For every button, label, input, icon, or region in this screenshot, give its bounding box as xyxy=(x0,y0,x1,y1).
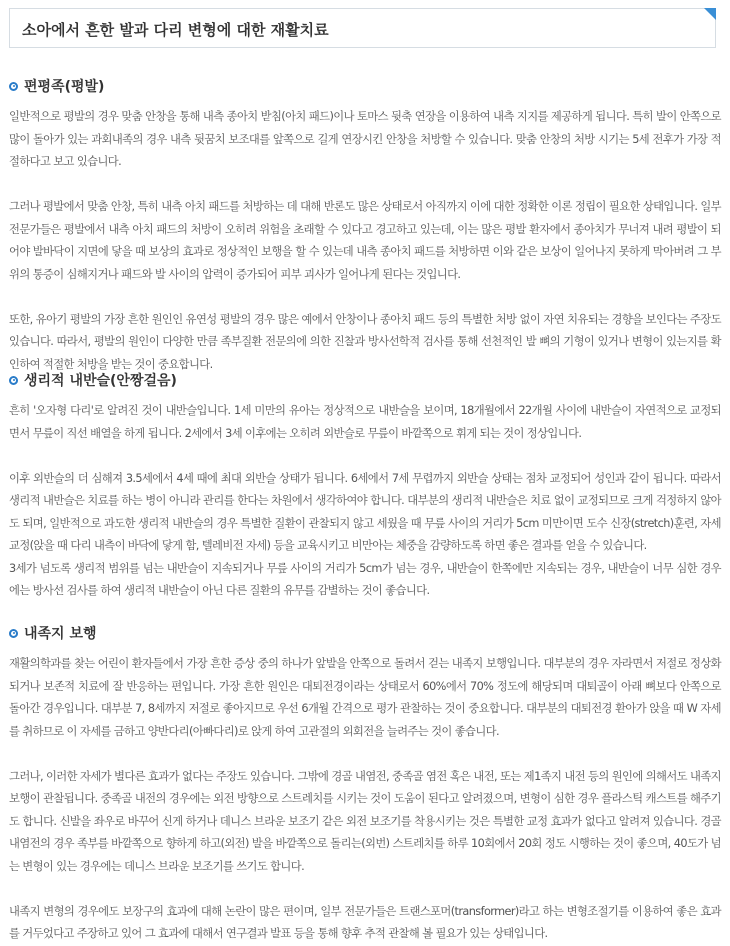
paragraph: 3세가 넘도록 생리적 범위를 넘는 내반슬이 지속되거나 무릎 사이의 거리가 5cm가 넘는 경우, 내반슬이 한쪽에만 지속되는 경우, 내반슬이 너무 심한 경우에는 방사선 검사를 하여 생리적 내반슬이 아닌 다른 질환의 유무를 감별하는 것이 좋습니다. xyxy=(9,561,721,597)
page-title: 소아에서 흔한 발과 다리 변형에 대한 재활치료 xyxy=(22,21,329,39)
section-heading-text: 내족지 보행 xyxy=(24,626,97,642)
section-genu-varum xyxy=(9,370,721,603)
section-heading xyxy=(9,76,721,96)
paragraph: 내족지 변형의 경우에도 보장구의 효과에 대해 논란이 많은 편이며, 일부 전문가들은 트랜스포머(transformer)라고 하는 변형조절기를 이용하여 좋은 효과를 거두었다고 주장하고 있어 그 효과에 대해서 연구결과 발표 등을 통해 향후 추적 관찰해 볼 필요가 있는 상태입니다. xyxy=(9,904,721,940)
paragraph: 그러나, 이러한 자세가 별다른 효과가 없다는 주장도 있습니다. 그밖에 경골 내염전, 중족골 염전 혹은 내전, 또는 제1족지 내전 등의 원인에 의해서도 내족지 보행이 관찰됩니다. 중족골 내전의 경우에는 외전 방향으로 스트레치를 시키는 것이 도움이 된다고 알려졌으며, 변형이 심한 경우 플라스틱 캐스트를 해주기도 합니다. 신발을 좌우로 바꾸어 신게 하거나 데니스 브라운 보조기 같은 외전 보조기를 착용시키는 것은 특별한 교정 효과가 없다고 알려져 있습니다. 경골 내염전의 경우 족부를 바깥쪽으로 향하게 하고(외전) 발을 바깥쪽으로 돌리는(외번) 스트레치를 하루 10회에서 20회 정도 시행하는 것이 좋으며, 40도가 넘는 변형이 있는 경우에는 데니스 브라운 보조기를 쓰기도 합니다. xyxy=(9,769,721,873)
section-heading xyxy=(9,623,721,643)
section-heading xyxy=(9,370,721,390)
circle-bullet-icon xyxy=(9,376,18,385)
section-heading-text: 생리적 내반슬(안짱걸음) xyxy=(24,373,177,389)
paragraph: 흔히 '오자형 다리'로 알려진 것이 내반슬입니다. 1세 미만의 유아는 정상적으로 내반슬을 보이며, 18개월에서 22개월 사이에 내반슬이 자연적으로 교정되면서 무릎이 직선 배열을 하게 됩니다. 2세에서 3세 이후에는 오히려 외반슬로 무릎이 바깥쪽으로 휘게 되는 것이 정상입니다. xyxy=(9,404,721,440)
section-flatfoot xyxy=(9,76,721,376)
circle-bullet-icon xyxy=(9,82,18,91)
circle-bullet-icon xyxy=(9,629,18,638)
paragraph: 그러나 평발에서 맞춤 안창, 특히 내측 아치 패드를 처방하는 데 대해 반론도 많은 상태로서 아직까지 이에 대한 정확한 이론 정립이 필요한 상태입니다. 일부 전문가들은 평발에서 내측 아치 패드의 처방이 오히려 위험을 초래할 수 있다고 경고하고 있는데, 이는 많은 평발 환자에서 종아치가 무너져 내려 평발이 되어야 발바닥이 지면에 닿을 때 보상의 효과로 정상적인 보행을 할 수 있는데 내측 종아치 패드를 처방하면 이와 같은 보상이 일어나지 못하게 막아버려 그 부위의 통증이 심해지거나 패드와 발 사이의 압력이 증가되어 피부 괴사가 일어나게 된다는 것입니다. xyxy=(9,200,721,281)
paragraph: 일반적으로 평발의 경우 맞춤 안창을 통해 내측 종아치 받침(아치 패드)이나 토마스 뒷축 연장을 이용하여 내측 지지를 제공하게 됩니다. 특히 발이 안쪽으로 많이 돌아가 있는 과회내족의 경우 내측 뒷꿈치 보조대를 앞쪽으로 길게 연장시킨 안창을 처방할 수 있습니다. 맞춤 안창의 처방 시기는 5세 전후가 가장 적절하다고 보고 있습니다. xyxy=(9,110,721,168)
section-in-toeing xyxy=(9,623,721,946)
section-heading-text: 편평족(평발) xyxy=(24,79,105,95)
title-box xyxy=(9,8,716,48)
paragraph: 또한, 유아기 평발의 가장 흔한 원인인 유연성 평발의 경우 많은 예에서 안창이나 종아치 패드 등의 특별한 처방 없이 자연 치유되는 경향을 보인다는 주장도 있습니다. 따라서, 평발의 원인이 다양한 만큼 족부질환 전문의에 의한 진찰과 방사선학적 검사를 통해 선천적인 발 뼈의 기형이 있거나 변형이 있는지를 확인하여 적절한 처방을 받는 것이 중요합니다. xyxy=(9,312,721,371)
paragraph: 이후 외반슬의 더 심해져 3.5세에서 4세 때에 최대 외반슬 상태가 됩니다. 6세에서 7세 무렵까지 외반슬 상태는 점차 교정되어 성인과 같이 됩니다. 따라서 생리적 내반슬은 치료를 하는 병이 아니라 관리를 한다는 차원에서 생각하여야 합니다. 대부분의 생리적 내반슬은 치료 없이 교정되므로 크게 걱정하지 않아도 되며, 일반적으로 과도한 생리적 내반슬의 경우 특별한 질환이 관찰되지 않고 세웠을 때 무릎 사이의 거리가 5cm 미만이면 도수 신장(stretch)훈련, 자세 교정(앉을 때 다리 내측이 바닥에 닿게 함, 텔레비전 자세) 등을 교육시키고 비만아는 체중을 감량하도록 하면 좋은 결과를 얻을 수 있습니다. xyxy=(9,471,721,552)
corner-accent-icon xyxy=(704,8,716,20)
paragraph: 재활의학과를 찾는 어린이 환자들에서 가장 흔한 증상 중의 하나가 앞발을 안쪽으로 돌려서 걷는 내족지 보행입니다. 대부분의 경우 자라면서 저절로 정상화되거나 보존적 치료에 잘 반응하는 편입니다. 가장 흔한 원인은 대퇴전경이라는 상태로서 60%에서 70% 정도에 해당되며 대퇴골이 아래 뼈보다 안쪽으로 돌아간 경우입니다. 대부분 7, 8세까지 저절로 좋아지므로 우선 6개월 간격으로 평가 관찰하는 것이 중요합니다. 대부분의 대퇴전경 환아가 앉을 때 W 자세를 취하므로 이 자세를 금하고 양반다리(아빠다리)로 앉게 하여 고관절의 외회전을 늘려주는 것이 좋습니다. xyxy=(9,657,721,738)
